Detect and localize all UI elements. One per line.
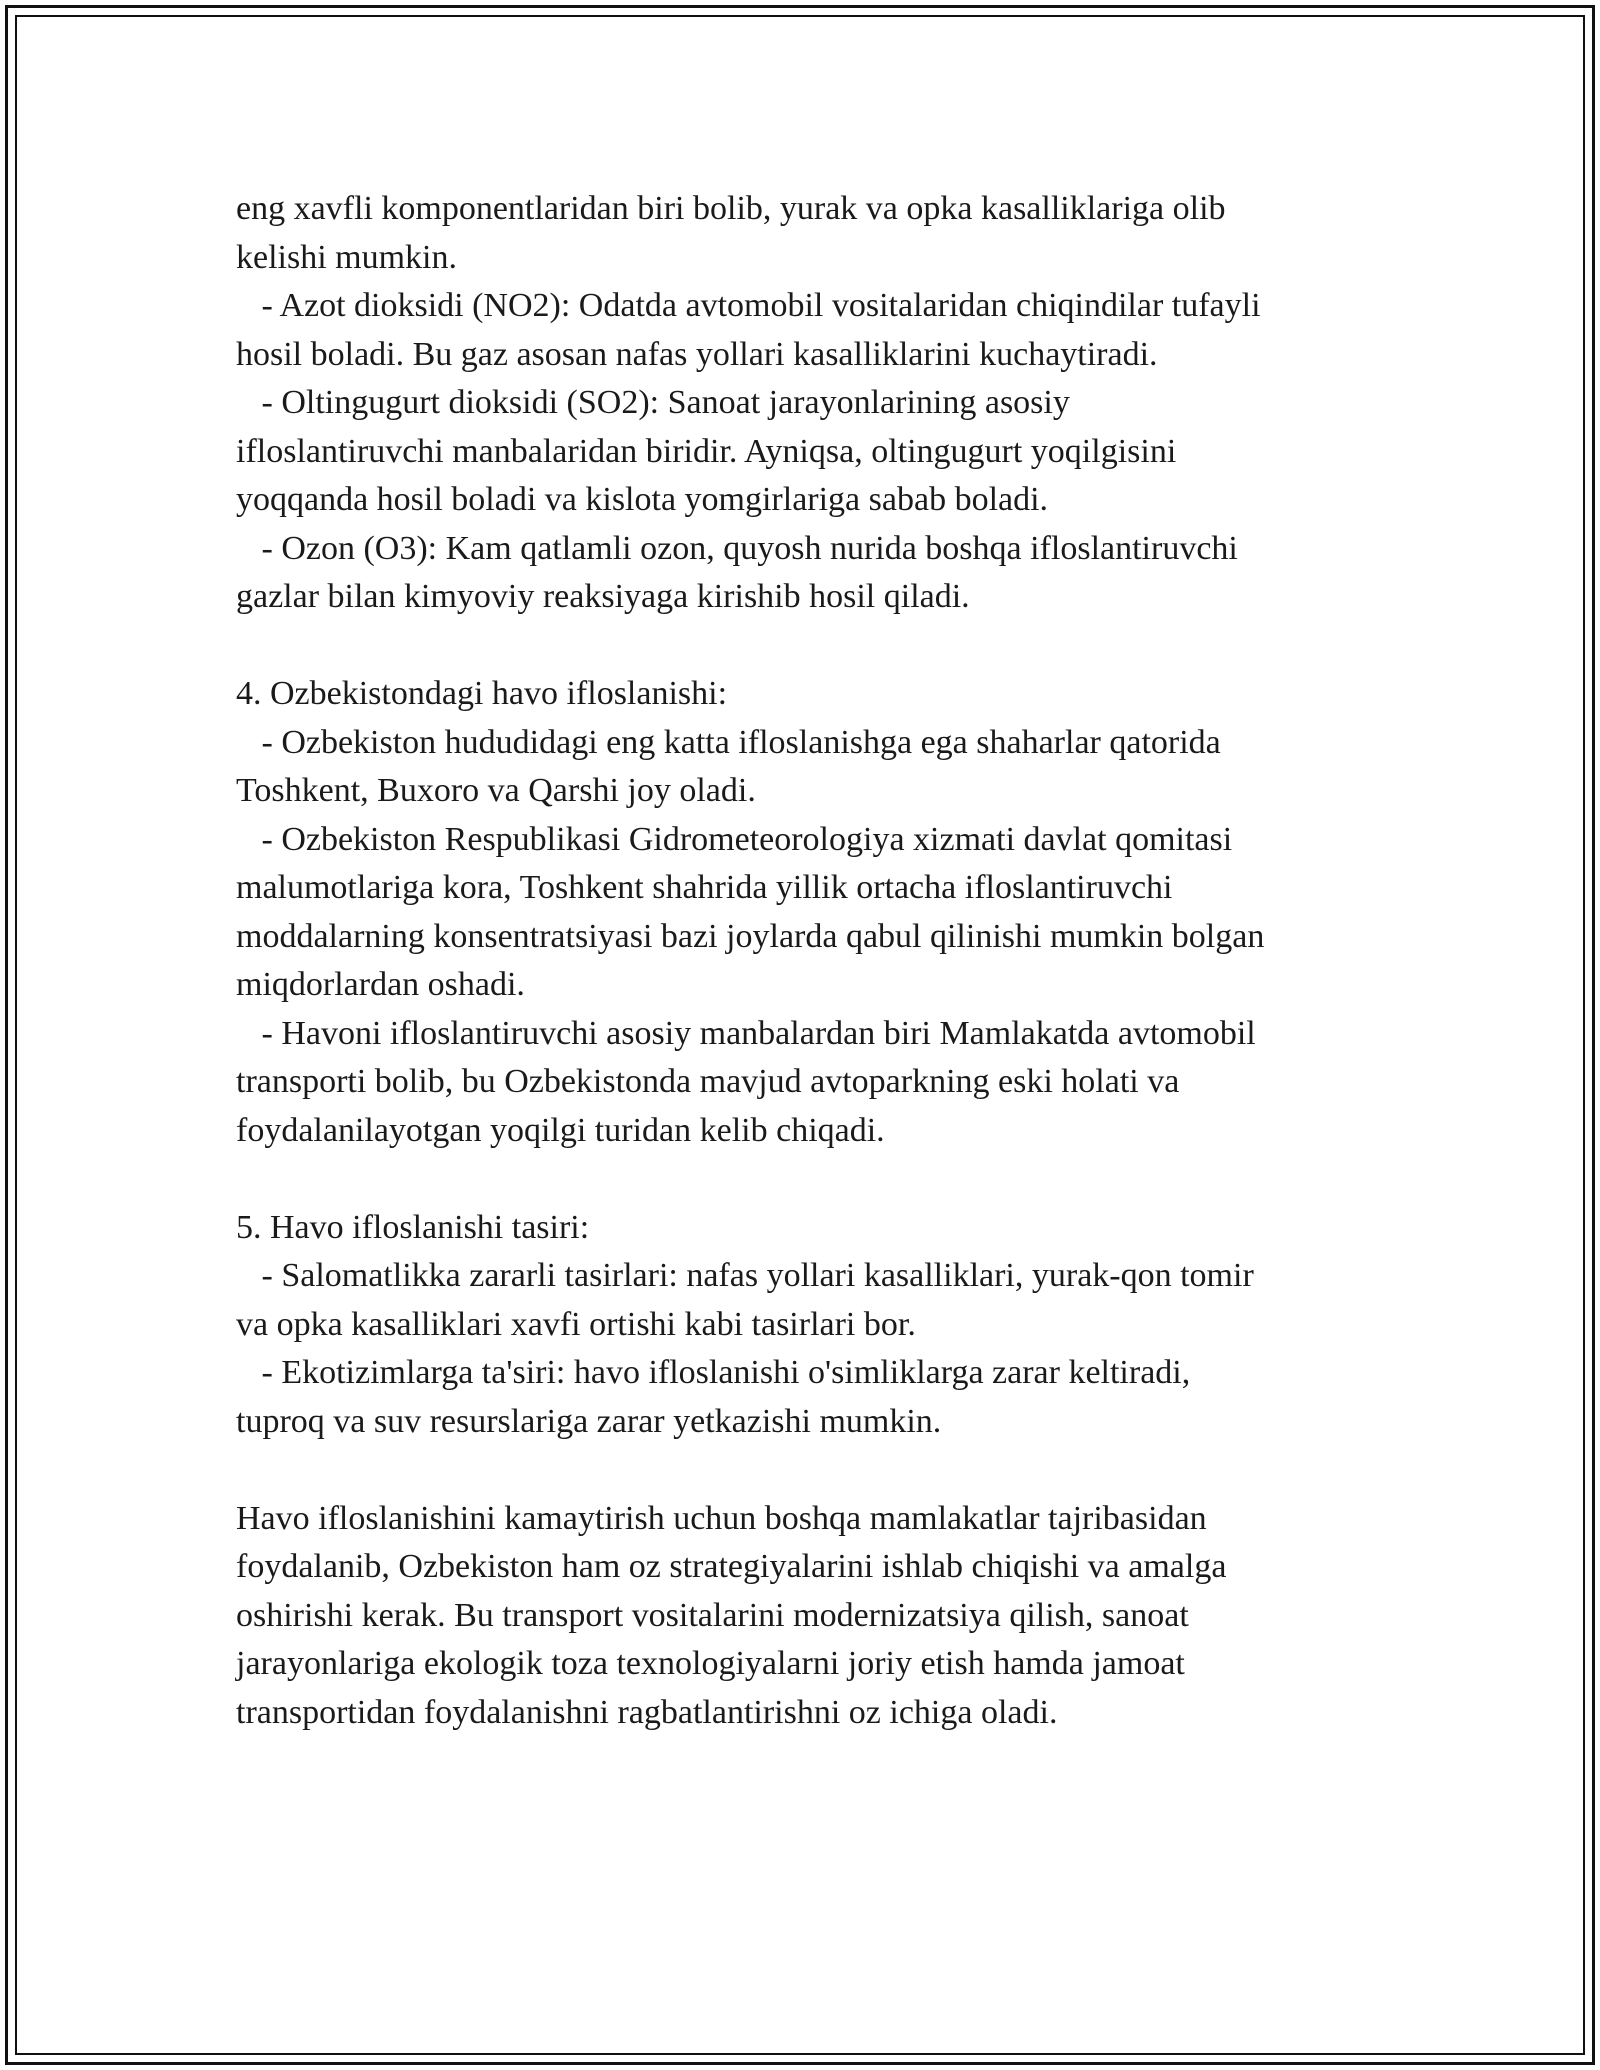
text-line: transportidan foydalanishni ragbatlantirishni oz ichiga oladi. [236, 1693, 1058, 1731]
text-line: kelishi mumkin. [236, 238, 457, 276]
text-line: - Azot dioksidi (NO2): Odatda avtomobil vositalaridan chiqindilar tufayli [236, 287, 1261, 324]
text-line: malumotlariga kora, Toshkent shahrida yillik ortacha ifloslantiruvchi [236, 869, 1173, 906]
paragraph-section-5-pollution-impact [236, 1204, 1386, 1447]
text-line: yoqqanda hosil boladi va kislota yomgirlariga sabab boladi. [236, 481, 1049, 518]
text-line: - Ekotizimlarga ta'siri: havo ifloslanishi o'simliklarga zarar keltiradi, [236, 1354, 1191, 1391]
text-line: ifloslantiruvchi manbalaridan biridir. Ayniqsa, oltingugurt yoqilgisini [236, 432, 1177, 470]
text-line: - Ozon (O3): Kam qatlamli ozon, quyosh nurida boshqa ifloslantiruvchi [236, 529, 1238, 567]
text-line: miqdorlardan oshadi. [236, 966, 525, 1003]
text-line: Toshkent, Buxoro va Qarshi joy oladi. [236, 772, 756, 809]
text-line: - Salomatlikka zararli tasirlari: nafas yollari kasalliklari, yurak-qon tomir [236, 1257, 1254, 1294]
paragraph-gap [236, 1446, 1386, 1495]
text-line: - Ozbekiston hududidagi eng katta ifloslanishga ega shaharlar qatorida [236, 723, 1221, 761]
text-line: oshirishi kerak. Bu transport vositalarini modernizatsiya qilish, sanoat [236, 1596, 1189, 1634]
text-line: moddalarning konsentratsiyasi bazi joylarda qabul qilinishi mumkin bolgan [236, 917, 1265, 955]
text-line: jarayonlariga ekologik toza texnologiyalarni joriy etish hamda jamoat [236, 1645, 1185, 1682]
text-line: eng xavfli komponentlaridan biri bolib, yurak va opka kasalliklariga olib [236, 190, 1226, 227]
paragraph-pollutants-continued [236, 185, 1386, 622]
text-line: Havo ifloslanishini kamaytirish uchun boshqa mamlakatlar tajribasidan [236, 1499, 1207, 1537]
text-line: gazlar bilan kimyoviy reaksiyaga kirishib hosil qiladi. [236, 578, 970, 615]
text-line: - Oltingugurt dioksidi (SO2): Sanoat jarayonlarining asosiy [236, 384, 1070, 421]
document-body [236, 185, 1386, 1737]
text-line: 4. Ozbekistondagi havo ifloslanishi: [236, 675, 728, 712]
text-line: transporti bolib, bu Ozbekistonda mavjud avtoparkning eski holati va [236, 1063, 1180, 1100]
paragraph-gap [236, 622, 1386, 671]
text-line: - Ozbekiston Respublikasi Gidrometeorologiya xizmati davlat qomitasi [236, 820, 1233, 858]
text-line: - Havoni ifloslantiruvchi asosiy manbalardan biri Mamlakatda avtomobil [236, 1014, 1256, 1052]
paragraph-section-4-uzbekistan-pollution [236, 670, 1386, 1155]
text-line: foydalanib, Ozbekiston ham oz strategiyalarini ishlab chiqishi va amalga [236, 1548, 1227, 1585]
paragraph-gap [236, 1155, 1386, 1204]
text-line: hosil boladi. Bu gaz asosan nafas yollari kasalliklarini kuchaytiradi. [236, 335, 1158, 373]
text-line: va opka kasalliklari xavfi ortishi kabi tasirlari bor. [236, 1305, 916, 1343]
text-line: 5. Havo ifloslanishi tasiri: [236, 1208, 590, 1246]
paragraph-conclusion [236, 1495, 1386, 1738]
text-line: foydalanilayotgan yoqilgi turidan kelib chiqadi. [236, 1111, 885, 1149]
text-line: tuproq va suv resurslariga zarar yetkazishi mumkin. [236, 1402, 942, 1440]
